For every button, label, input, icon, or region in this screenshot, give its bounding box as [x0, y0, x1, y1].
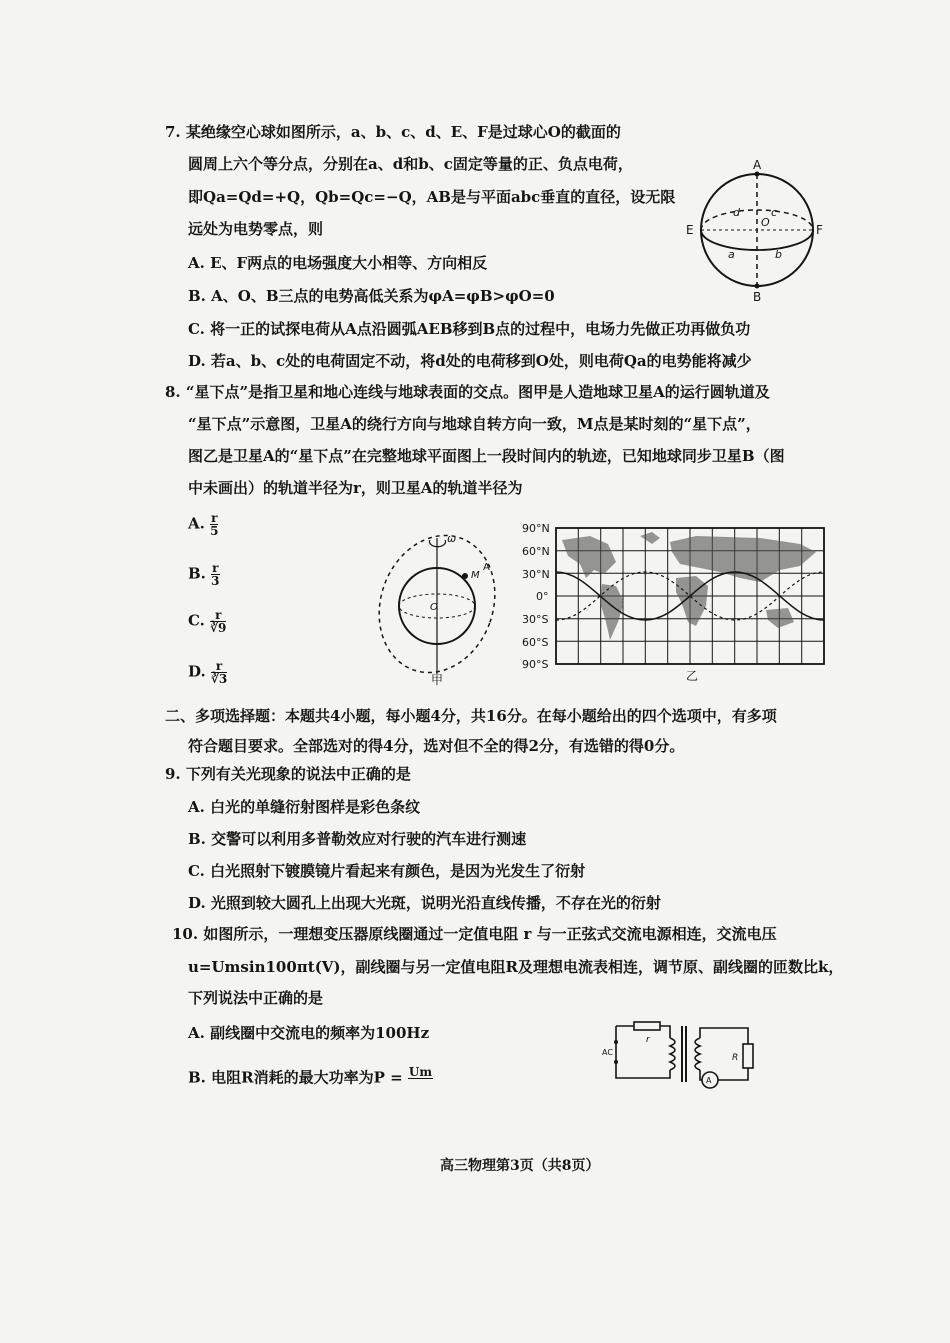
q8-stem-line-4: 中未画出）的轨道半径为r，则卫星A的轨道半径为 — [188, 479, 523, 497]
q8-option-d — [188, 660, 227, 685]
page-footer: 高三物理第3页（共8页） — [440, 1158, 600, 1174]
q8-stem-line-1: 8. “星下点”是指卫星和地心连线与地球表面的交点。图甲是人造地球卫星A的运行圆轨道及 — [165, 383, 770, 401]
q10-option-b — [188, 1066, 433, 1091]
q10-circuit-figure — [602, 1018, 758, 1088]
q10-option-b-fraction — [408, 1066, 433, 1091]
lat-90S: 90°S — [522, 658, 549, 671]
q8-option-b-label: B. — [188, 564, 206, 583]
q8-figure-jia — [375, 528, 510, 688]
caption-jia: 甲 — [431, 673, 444, 687]
caption-yi: 乙 — [686, 669, 699, 683]
q8-option-c — [188, 609, 226, 634]
q9-option-c: C. 白光照射下镀膜镜片看起来有颜色，是因为光发生了衍射 — [188, 862, 586, 880]
q8-option-b — [188, 562, 220, 587]
q8-option-a-num: r — [211, 511, 218, 525]
label-a: a — [728, 248, 735, 261]
label-O-jia: O — [430, 602, 438, 613]
q10-option-b-text: B. 电阻R消耗的最大功率为P = — [188, 1068, 403, 1087]
q10-option-b-den — [408, 1079, 433, 1091]
label-R: R — [732, 1053, 739, 1063]
q8-option-b-num: r — [212, 561, 219, 575]
q8-stem-line-2: “星下点”示意图，卫星A的绕行方向与地球自转方向一致，M点是某时刻的“星下点”， — [188, 415, 761, 433]
q10-option-b-num: Um — [408, 1065, 433, 1079]
label-omega: ω — [447, 532, 457, 545]
q10-stem-line-2: u=Umsin100πt(V)，副线圈与另一定值电阻R及理想电流表相连，调节原、副线圈的匝数比k， — [188, 958, 844, 976]
q10-option-a: A. 副线圈中交流电的频率为100Hz — [188, 1024, 430, 1042]
q7-option-c: C. 将一正的试探电荷从A点沿圆弧AEB移到B点的过程中，电场力先做正功再做负功 — [188, 320, 751, 338]
lat-30S: 30°S — [522, 613, 549, 626]
label-M: M — [471, 570, 480, 581]
q8-option-c-label: C. — [188, 611, 205, 630]
label-E: E — [686, 223, 694, 237]
q9-option-a: A. 白光的单缝衍射图样是彩色条纹 — [188, 798, 421, 816]
q8-option-d-den: ∛3 — [210, 672, 228, 686]
lat-0: 0° — [536, 590, 549, 603]
section-2-line-2: 符合题目要求。全部选对的得4分，选对但不全的得2分，有选错的得0分。 — [188, 737, 685, 755]
q8-option-a-fraction — [210, 512, 218, 537]
q8-option-a-label: A. — [188, 514, 205, 533]
q8-option-d-fraction — [211, 660, 227, 685]
q8-stem-line-3: 图乙是卫星A的“星下点”在完整地球平面图上一段时间内的轨迹，已知地球同步卫星B（图 — [188, 447, 785, 465]
label-AC: AC — [602, 1048, 613, 1057]
q8-option-c-fraction — [210, 609, 226, 634]
q8-option-d-label: D. — [188, 662, 206, 681]
q8-option-c-den: ∛9 — [210, 621, 227, 635]
label-r: r — [646, 1035, 650, 1045]
label-F: F — [816, 223, 823, 237]
q8-option-c-num: r — [210, 609, 226, 622]
label-A: A — [753, 158, 762, 172]
lat-60N: 60°N — [522, 545, 550, 558]
q10-stem-line-1: 10. 如图所示，一理想变压器原线圈通过一定值电阻 r 与一正弦式交流电源相连，交流电压 — [172, 925, 777, 943]
label-d: d — [733, 206, 740, 219]
label-ammeter: A — [706, 1076, 712, 1085]
label-c: c — [771, 206, 778, 219]
q8-option-b-fraction — [211, 562, 219, 587]
label-b: b — [775, 248, 782, 261]
q8-option-b-den: 3 — [211, 574, 220, 588]
lat-30N: 30°N — [522, 568, 550, 581]
q7-stem-line-3: 即Qa=Qd=+Q，Qb=Qc=−Q，AB是与平面abc垂直的直径，设无限 — [188, 188, 676, 206]
q10-stem-line-3: 下列说法中正确的是 — [188, 989, 324, 1007]
q7-stem-line-2: 圆周上六个等分点，分别在a、d和b、c固定等量的正、负点电荷， — [188, 155, 633, 173]
q7-sphere-figure — [686, 158, 835, 304]
q8-option-d-num: r — [211, 660, 227, 673]
label-O: O — [761, 216, 770, 229]
label-sat-A: A — [483, 562, 490, 573]
q9-stem: 9. 下列有关光现象的说法中正确的是 — [165, 765, 411, 783]
lat-90N: 90°N — [522, 522, 550, 535]
q9-option-d: D. 光照到较大圆孔上出现大光斑，说明光沿直线传播，不存在光的衍射 — [188, 894, 661, 912]
q9-option-b: B. 交警可以利用多普勒效应对行驶的汽车进行测速 — [188, 830, 527, 848]
section-2-line-1: 二、多项选择题：本题共4小题，每小题4分，共16分。在每小题给出的四个选项中，有多项 — [165, 707, 777, 725]
q8-figure-yi — [520, 522, 830, 682]
q7-stem-line-1: 7. 某绝缘空心球如图所示，a、b、c、d、E、F是过球心O的截面的 — [165, 123, 621, 141]
q8-option-a — [188, 512, 218, 537]
q7-stem-line-4: 远处为电势零点，则 — [188, 220, 324, 238]
lat-60S: 60°S — [522, 636, 549, 649]
q7-option-a: A. E、F两点的电场强度大小相等、方向相反 — [188, 254, 488, 272]
q8-option-a-den: 5 — [210, 524, 219, 538]
label-B: B — [753, 290, 762, 304]
q7-option-d: D. 若a、b、c处的电荷固定不动，将d处的电荷移到O处，则电荷Qa的电势能将减少 — [188, 352, 752, 370]
q7-option-b: B. A、O、B三点的电势高低关系为φA=φB>φO=0 — [188, 287, 555, 305]
